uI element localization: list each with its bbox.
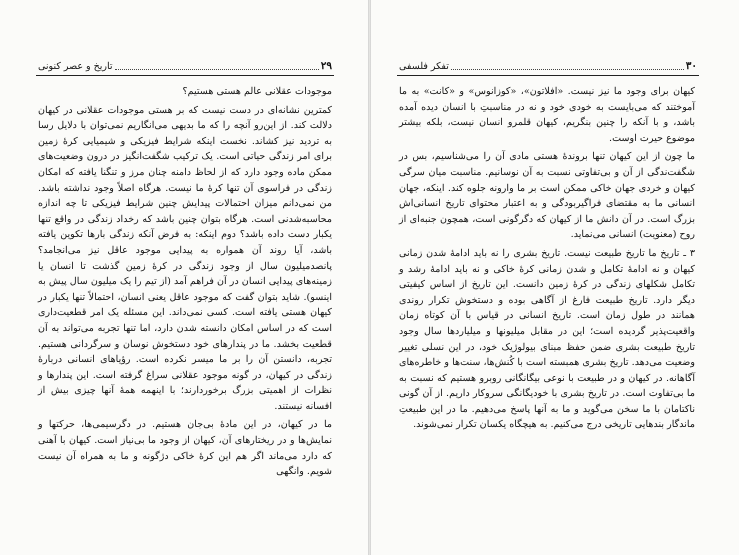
paragraph: کیهان برای وجود ما نیز نیست. «افلاتون»، «کوزانوس» و «کانت» به ما آموختند که می‌بایست به خودی خود و نه در مناسبتِ با انسان دیده آمده باشد، و با آنکه را چنین بنگریم، کیهان قلمرو انسان نیست، بلکه بیشتر موضوع حیرت اوست.: [399, 86, 695, 144]
paragraph: ما چون از این کیهان تنها بروندۀ هستی مادی آن را می‌شناسیم، بس در شگفت‌ندگی از آن و بی‌تفاوتی نسبت به آن نوسانیم. مناسبت میان سرگی کیهان و خردی جهان خاکی ممکن است بر ما وارونه جلوه کند. اینکه، جهان انسانی ما به مقتضای فراگیربودگی و به اعتبار محتوای تاریخ انسانی‌اش بزرگ است. در آن دانش ما از کیهان که دگرگونی است، همچون جنبه‌ای از روح (معنویت) انسانی می‌نماید.: [399, 151, 695, 241]
left-page-number: ۲۹: [320, 60, 332, 72]
left-page: [0, 0, 368, 555]
left-running-title: تاریخ و عصر کنونی: [38, 60, 113, 72]
right-page: [371, 0, 739, 555]
left-page-header: [38, 58, 332, 74]
header-leader-dots: [451, 62, 684, 70]
section-heading: موجودات عقلانی عالم هستی هستیم؟: [182, 86, 332, 97]
right-page-number: ۳۰: [685, 60, 697, 72]
paragraph: کمترین نشانه‌ای در دست نیست که بر هستی موجودات عقلانی در کیهان دلالت کند. از این‌رو آنچه را که ما بدیهی می‌انگاریم نمی‌توان با دلایل رسا به تردید نیز کشاند. نخست اینکه شرایط فیزیکی و شیمیایی کرۀ زمین برای امر زندگی حیاتی است. یک ترکیب شگفت‌انگیز در درون وضعیت‌های ممکن ماده وجود دارد که از لحاظ دامنه چنان مرز و تنگنا یافته که امکان زندگی در فراسوی آن تنها کرۀ ما نیست. هرگاه اصلاً وجود نداشته باشد. من نمی‌دانم میزان احتمالات پیدایش چنین شرایط فیزیکی تا چه اندازه محاسبه‌شدنی است. هرگاه بتوان چنین باشد که رخداد زندگی در واقع تنها یکبار دست داده باشد؟ دوم اینکه: به فرض آنکه زندگی بارها تکوین یافته باشد، آیا روند آن همواره به پیدایی موجود عاقل نیز می‌انجامد؟ پانصدمیلیون سال از وجود زندگی در کرۀ زمین گذشت تا انسان یا زمینه‌های پیدایی انسان در آن فراهم آمد (از تیم را یک میلیون سال پیش به اینسو). شاید بتوان گفت که موجود عاقل یعنی انسان، احتمالاً تنها یکبار در کیهان هستی یافته است. کسی نمی‌داند. این مسئله یک امر قطعیت‌داری است که در اساس امکان دانسته شدن دارد، اما تنها تجربه می‌تواند به آن قطعیت بخشد. ما در پندارهای خود دستخوش نوسان و سرگردانی هستیم. تجربه، دانستن آن را بر ما میسر نکرده است. رؤیاهای انسانی دربارۀ زندگی در کیهان، در گونه موجود عقلانی سراغ گرفته است. این پندارها و نظرات از اهمیتی بزرگ برخوردارند؛ با اینهمه همۀ آنها چیزی بیش از افسانه نیستند.: [38, 104, 332, 412]
header-rule: [36, 75, 334, 76]
right-page-body: [399, 84, 695, 436]
right-page-header: [399, 58, 697, 74]
right-running-title: تفکر فلسفی: [399, 60, 449, 72]
header-rule: [397, 75, 699, 76]
paragraph: ۳ ـ تاریخ ما تاریخ طبیعت نیست. تاریخ بشری را نه باید ادامۀ شدن زمانی کیهان و نه ادامۀ تکامل و شدن زمانی کرۀ خاکی و نه باید ادامۀ رشد و تکامل شکلهای زندگی در کرۀ زمین دانست. این تاریخ از اساس کیفیتی دیگر دارد. تاریخ طبیعت فارغ از آگاهی بوده و دستخوش تکرار روندی همانند در طول زمان است. تاریخ انسانی در قیاس با آن کوتاه زمان واقعیت‌پذیر گردیده است؛ این در مقابل میلیونها و میلیاردها سال وجود تاریخ طبیعت بشری ضمن حفظ مبنای بیولوژیک خود، در این نسلی تغییر وضعیت می‌دهد. تاریخ بشری همبسته است با کُنش‌ها، سنت‌ها و خاطره‌های آگاهانه. در کیهان و در طبیعت با نوعی بیگانگانی روبرو هستیم که نسبت به ما بی‌تفاوت است. در تاریخ بشری با خودیگانگی سروکار داریم. از آن گونی ناکتامان با ما سخن می‌گوید و ما به آنها پاسخ می‌دهیم. ما در این طبیعتِ ماندگار بندهایی تاریخی درج می‌کنیم. به هیچگاه یکسان تکرار نمی‌شوند.: [399, 247, 695, 431]
header-leader-dots: [115, 62, 319, 70]
paragraph: ما در کیهان، در این مادۀ بی‌جان هستیم. در دگرسیمی‌ها، حرکتها و نمایش‌ها و در ریختارهای آن، کیهان از وجود ما بی‌نیاز است. کیهان با آهنی که دارد می‌ماند اگر هم این کرۀ خاکی دژگونه و ما به همراه آن نیست شویم. وانگهی: [38, 419, 332, 478]
left-page-body: [38, 84, 332, 483]
